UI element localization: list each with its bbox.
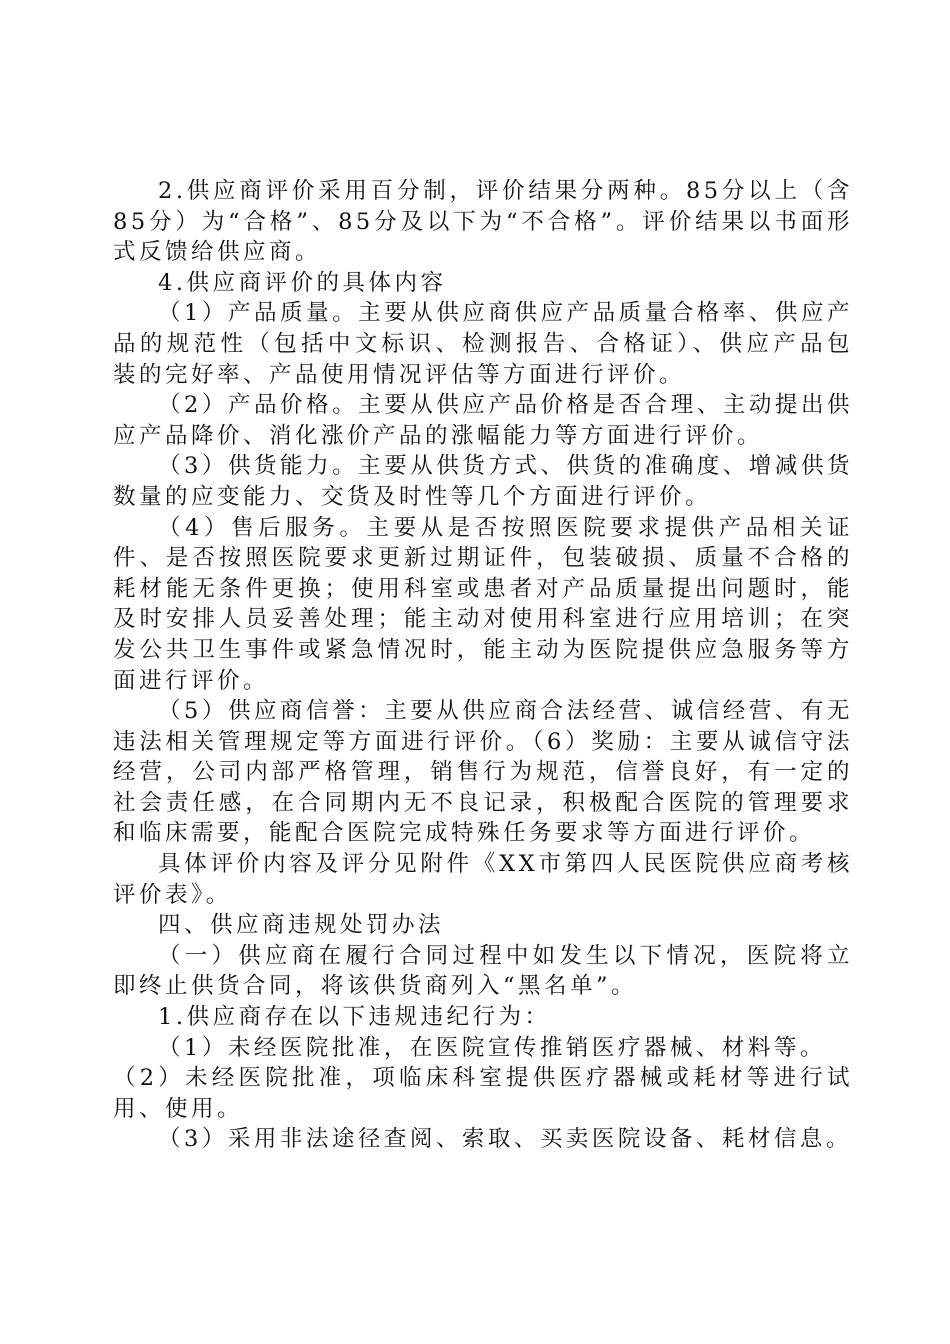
section-heading-penalties: 四、供应商违规处罚办法: [158, 912, 445, 939]
list-item-violation-3: （3）采用非法途径查阅、索取、买卖医院设备、耗材信息。: [158, 1126, 852, 1153]
paragraph-evaluation-scoring: 2.供应商评价采用百分制，评价结果分两种。85分以上（含85分）为“合格”、85分及以下为“不合格”。评价结果以书面形式反馈给供应商。: [113, 178, 853, 266]
paragraph-product-price: （2）产品价格。主要从供应产品价格是否合理、主动提出供应产品降价、消化涨价产品的涨幅能力等方面进行评价。: [113, 392, 853, 449]
paragraph-product-quality: （1）产品质量。主要从供应商供应产品质量合格率、供应产品的规范性（包括中文标识、检测报告、合格证）、供应产品包装的完好率、产品使用情况评估等方面进行评价。: [113, 300, 853, 388]
paragraph-violations-intro: 1.供应商存在以下违规违纪行为：: [158, 1004, 551, 1031]
paragraph-blacklist-conditions: （一）供应商在履行合同过程中如发生以下情况，医院将立即终止供货合同，将该供货商列入“黑名单”。: [113, 942, 853, 1000]
document-body: [113, 176, 853, 1155]
heading-evaluation-content: 4.供应商评价的具体内容: [158, 269, 447, 296]
paragraph-supply-capability: （3）供货能力。主要从供货方式、供货的准确度、增减供货数量的应变能力、交货及时性等几个方面进行评价。: [113, 453, 853, 510]
paragraph-appendix-reference: 具体评价内容及评分见附件《XX市第四人民医院供应商考核评价表》。: [113, 851, 853, 908]
paragraph-after-sales-service: （4）售后服务。主要从是否按照医院要求提供产品相关证件、是否按照医院要求更新过期证件，包装破损、质量不合格的耗材能无条件更换；使用科室或患者对产品质量提出问题时，能及时安排人员妥善处理；能主动对使用科室进行应用培训；在突发公共卫生事件或紧急情况时，能主动为医院提供应急服务等方面进行评价。: [113, 514, 853, 694]
paragraph-supplier-reputation: （5）供应商信誉：主要从供应商合法经营、诚信经营、有无违法相关管理规定等方面进行评价。（6）奖励：主要从诚信守法经营，公司内部严格管理，销售行为规范，信誉良好，有一定的社会责任感，在合同期内无不良记录，积极配合医院的管理要求和临床需要，能配合医院完成特殊任务要求等方面进行评价。: [113, 698, 853, 847]
list-item-violation-1: （1）未经医院批准，在医院宣传推销医疗器械、材料等。: [158, 1034, 826, 1061]
list-item-violation-2: （2）未经医院批准，项临床科室提供医疗器械或耗材等进行试用、使用。: [113, 1065, 853, 1122]
